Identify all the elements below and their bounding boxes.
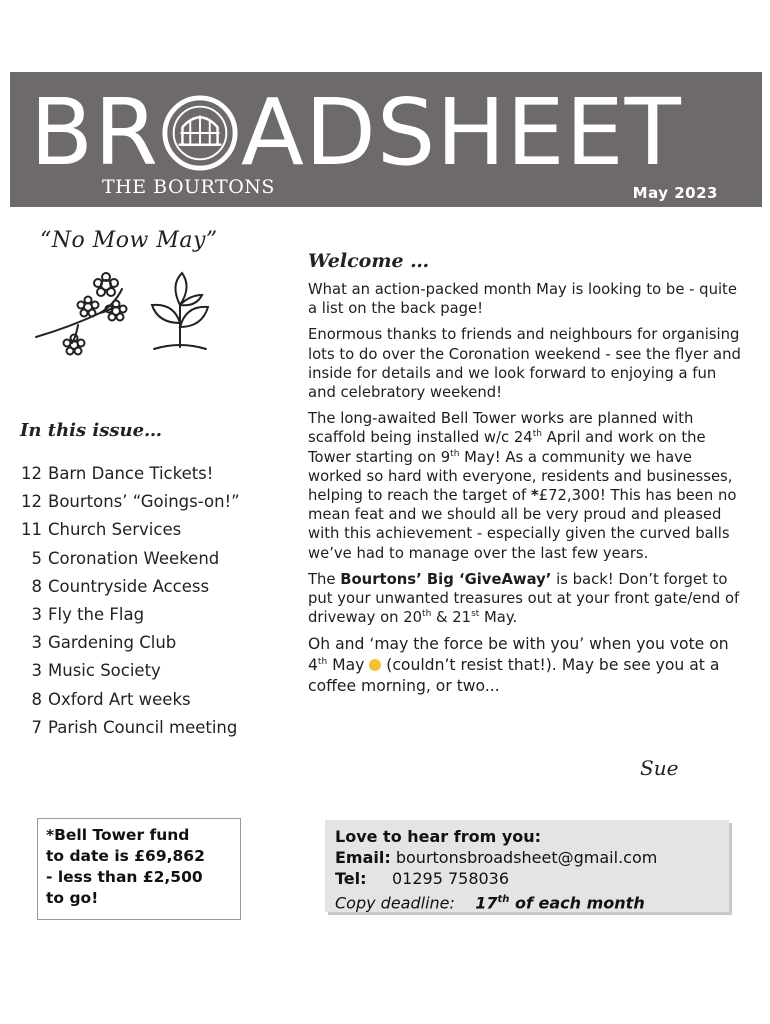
deadline-value: 17 [475, 893, 498, 913]
church-seal-icon [161, 94, 239, 172]
fund-label: *Bell Tower [46, 826, 145, 844]
contents-page: 3 [31, 605, 42, 625]
article-paragraph [308, 634, 748, 697]
article-paragraph [308, 409, 748, 563]
contents-label: Bourtons’ “Goings-on!” [48, 492, 240, 512]
smiley-icon [369, 659, 381, 671]
superscript: th [532, 429, 542, 440]
signoff: Sue [640, 756, 679, 780]
contact-deadline-row [335, 889, 719, 913]
text-run: The [308, 570, 341, 588]
text-run: The long-awaited Bell Tower works are planned with scaffold being installed w/c 24 [308, 410, 694, 447]
issue-date: May 2023 [632, 184, 718, 202]
email-label: Email: [335, 848, 391, 867]
contents-page: 8 [31, 576, 42, 596]
masthead [10, 72, 762, 207]
article-paragraph: Enormous thanks to friends and neighbours for organising lots to do over the Coronation weekend - see the flyer and inside for details and we look forward to enjoying a fun and celebratory weekend! [308, 326, 741, 402]
contact-tel-row [335, 868, 719, 889]
text-run: May! As a community we have worked so hard with everyone, residents and businesses, helping to reach the target of [308, 448, 733, 505]
contents-label: Coronation Weekend [48, 548, 220, 568]
deadline-label: Copy deadline: [335, 893, 455, 913]
fund-box [37, 818, 241, 920]
superscript: th [497, 894, 510, 905]
contents-label: Parish Council meeting [48, 717, 238, 737]
contents-page: 3 [31, 633, 42, 653]
contents-page: 5 [31, 548, 42, 568]
contents-item [18, 686, 278, 714]
contents-label: Oxford Art weeks [48, 689, 191, 709]
contents-label: Church Services [48, 520, 182, 540]
contents-item [18, 657, 278, 685]
superscript: th [317, 657, 328, 668]
superscript: th [450, 448, 460, 459]
text-run: £72,300! This has been no mean feat and we should all be very proud and pleased with this achievement - especially given the curved balls we’ve had to manage over the last few years. [308, 487, 737, 562]
masthead-subtitle: THE BOURTONS [102, 176, 275, 198]
giveaway-emphasis: Bourtons’ Big ‘GiveAway’ [340, 570, 552, 588]
article-paragraph [308, 570, 748, 628]
text-run: & 21 [431, 609, 472, 627]
contents-item [18, 488, 278, 516]
article-heading: Welcome … [308, 250, 430, 272]
fund-line: to go! [46, 889, 99, 907]
asterisk: * [530, 487, 539, 505]
contents-label: Music Society [48, 661, 161, 681]
fund-line: to date is £69,862 [46, 847, 205, 865]
contact-email-row [335, 847, 719, 868]
welcome-article [308, 280, 748, 704]
contact-heading: Love to hear from you: [335, 827, 542, 846]
contents-item [18, 516, 278, 544]
contents-item [18, 460, 278, 488]
fund-line: - less than £2,500 [46, 868, 203, 886]
tel-number: 01295 758036 [391, 869, 510, 888]
contents-page: 3 [31, 661, 42, 681]
contents-item [18, 573, 278, 601]
text-run: is back! Don’t forget to put your unwanted treasures out at your front gate/end of driveway on 20 [308, 570, 740, 627]
text-run: (couldn’t resist that!). May be see you at a coffee morning, or two... [308, 656, 720, 696]
masthead-title-left: BR [30, 79, 160, 186]
contents-label: Countryside Access [48, 576, 210, 596]
masthead-title [30, 78, 682, 188]
contents-page: 11 [21, 520, 42, 540]
contents-page: 8 [31, 689, 42, 709]
contents-item [18, 714, 278, 742]
article-paragraph: What an action-packed month May is looking to be - quite a list on the back page! [308, 281, 737, 318]
contents-label: Gardening Club [48, 633, 177, 653]
flowers-illustration-icon [30, 265, 230, 360]
contents-page: 12 [21, 492, 42, 512]
text-run: May. [479, 609, 518, 627]
contact-box [325, 820, 729, 912]
contents-item [18, 629, 278, 657]
fund-text: fund [144, 826, 190, 844]
text-run: Oh and ‘may the force be with you’ when you vote on 4 [308, 635, 729, 675]
tel-label: Tel: [335, 869, 367, 888]
masthead-title-right: ADSHEET [241, 79, 682, 186]
contents-label: Fly the Flag [48, 605, 145, 625]
fund-line [46, 825, 232, 846]
superscript: st [471, 609, 480, 620]
contents-item [18, 601, 278, 629]
contents-list [18, 460, 278, 742]
contents-page: 7 [31, 717, 42, 737]
text-run: April and work on the Tower starting on 9 [308, 429, 706, 466]
contents-item [18, 545, 278, 573]
text-run: May [327, 656, 370, 675]
contents-label: Barn Dance Tickets! [48, 464, 214, 483]
deadline-rest: of each month [509, 893, 645, 913]
contents-page: 12 [21, 464, 42, 483]
superscript: th [422, 609, 432, 620]
contents-heading: In this issue… [20, 420, 163, 441]
campaign-title: “No Mow May” [40, 228, 218, 253]
email-address[interactable]: bourtonsbroadsheet@gmail.com [395, 848, 658, 867]
